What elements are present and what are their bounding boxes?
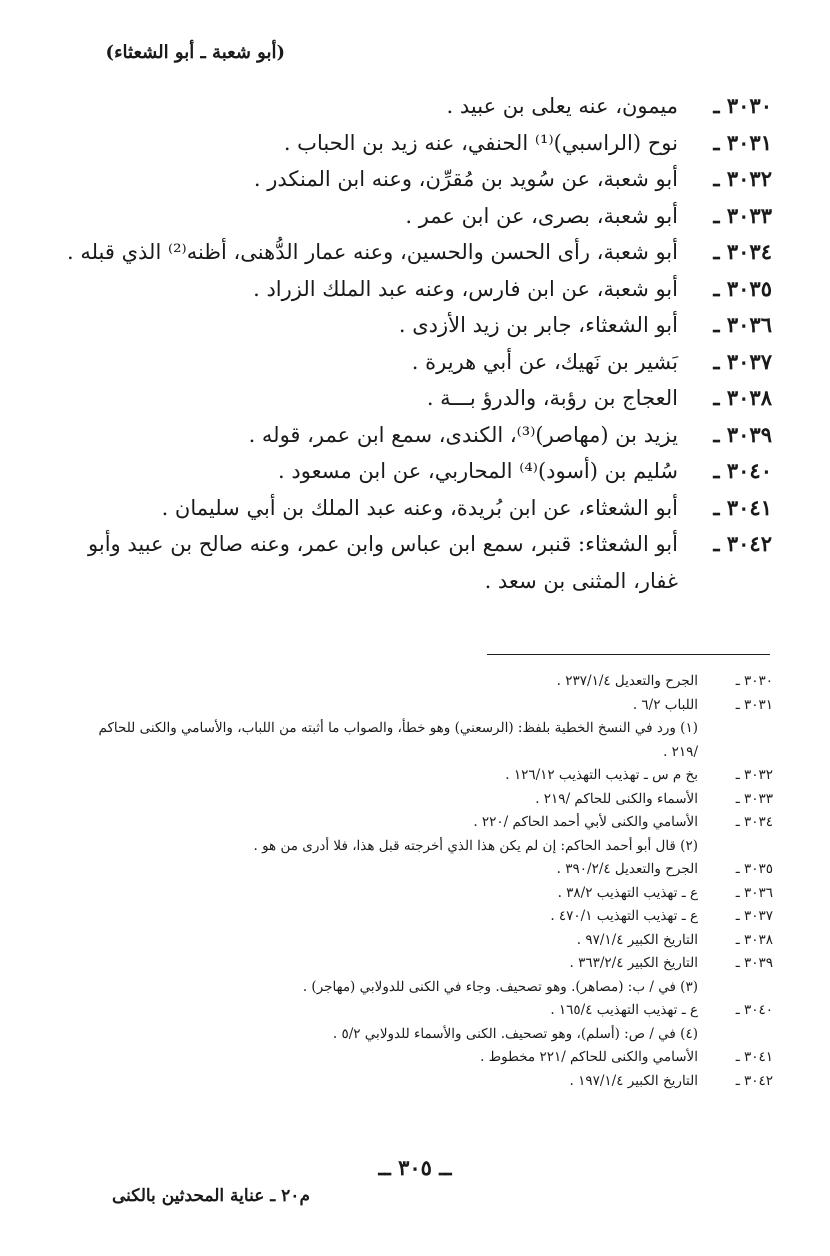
footnote-line <box>98 999 773 1023</box>
footnote-text: الجرح والتعديل ٣٩٠/٢/٤ . <box>556 861 698 877</box>
footnote-text: (١) ورد في النسخ الخطية بلفظ: (الرسعني) وهو خطأ، والصواب ما أثبته من اللباب، والأسامي والكنى للحاكم /٢١٩ . <box>98 720 698 760</box>
entry-text: سُليم بن (أسود)⁽⁴⁾ المحاربي، عن ابن مسعود . <box>278 459 678 483</box>
footnote-line <box>98 858 773 882</box>
footnote-line <box>98 1046 773 1070</box>
entry <box>60 125 772 162</box>
entry-number: ٣٠٣٩ ـ <box>713 421 772 447</box>
footnote-text: ع ـ تهذيب التهذيب ١٦٥/٤ . <box>550 1002 698 1018</box>
entry <box>60 198 772 235</box>
entry-number: ٣٠٣٣ ـ <box>713 202 772 228</box>
footnote-number: ٣٠٣٧ ـ <box>735 908 773 924</box>
entry <box>60 344 772 381</box>
footnote-text: (٤) في / ص: (أسلم)، وهو تصحيف. الكنى والأسماء للدولابي ٥/٢ . <box>332 1025 698 1042</box>
entry-number: ٣٠٣٢ ـ <box>713 166 772 191</box>
footnotes <box>98 670 773 1093</box>
entry-number: ٣٠٤٢ ـ <box>713 531 772 556</box>
footnote-line <box>98 764 773 788</box>
entry <box>60 88 772 125</box>
entry-text: يزيد بن (مهاصر)⁽³⁾، الكندى، سمع ابن عمر، قوله . <box>248 422 678 447</box>
footnote-number: ٣٠٣٣ ـ <box>735 790 773 807</box>
footnote-text: التاريخ الكبير ٩٧/١/٤ . <box>576 931 698 948</box>
footnote-number: ٣٠٣١ ـ <box>735 696 773 713</box>
entry-number: ٣٠٣٦ ـ <box>713 312 772 337</box>
footnote-number: ٣٠٤٢ ـ <box>735 1072 773 1089</box>
footnote-number: ٣٠٣٠ ـ <box>735 673 773 689</box>
footnote-text: ع ـ تهذيب التهذيب ٣٨/٢ . <box>557 884 698 901</box>
footnote-separator <box>487 654 770 655</box>
entry <box>60 307 772 344</box>
footnote-number: ٣٠٣٥ ـ <box>735 861 773 877</box>
entry-number: ٣٠٣٧ ـ <box>713 348 772 374</box>
entry-list <box>60 88 772 599</box>
footnote-number: ٣٠٣٤ ـ <box>735 814 773 830</box>
footnote-line <box>98 882 773 906</box>
footnote-number: ٣٠٣٩ ـ <box>735 955 773 971</box>
entry-number: ٣٠٣٨ ـ <box>713 385 772 410</box>
entry-text: أبو الشعثاء، عن ابن بُريدة، وعنه عبد الملك بن أبي سليمان . <box>161 495 678 520</box>
entry-number: ٣٠٣٠ ـ <box>713 93 772 118</box>
entry <box>60 380 772 417</box>
footnote-line <box>98 788 773 812</box>
footnote-text: الجرح والتعديل ٢٣٧/١/٤ . <box>556 673 698 689</box>
entry <box>60 417 772 454</box>
footnote-text: الأسامي والكنى للحاكم /٢٢١ مخطوط . <box>480 1049 698 1065</box>
footnote-line <box>98 670 773 694</box>
entry-text: أبو الشعثاء، جابر بن زيد الأزدى . <box>398 313 678 337</box>
page-number: ــ ٣٠٥ ــ <box>378 1155 452 1180</box>
running-header: (أبو شعبة ـ أبو الشعثاء) <box>105 42 285 63</box>
footnote-line <box>98 1023 773 1047</box>
entry-number: ٣٠٣١ ـ <box>713 129 772 155</box>
entry-text: بَشير بن نَهيك، عن أبي هريرة . <box>411 349 678 374</box>
footnote-line <box>98 694 773 718</box>
entry-text: العجاج بن رؤبة، والدرؤ بـــة . <box>426 386 678 410</box>
entry <box>60 161 772 198</box>
footnote-number: ٣٠٣٨ ـ <box>735 931 773 948</box>
footnote-line <box>98 905 773 929</box>
entry-text: أبو شعبة، عن سُويد بن مُقرِّن، وعنه ابن المنكدر . <box>253 167 678 191</box>
signature-line: م٢٠ ـ عناية المحدثين بالكنى <box>112 1186 310 1206</box>
entry-text: نوح (الراسبي)⁽¹⁾ الحنفي، عنه زيد بن الحباب . <box>283 130 678 155</box>
entry-text: ميمون، عنه يعلى بن عبيد . <box>446 94 678 118</box>
footnote-number: ٣٠٣٢ ـ <box>735 767 773 783</box>
entry <box>60 490 772 527</box>
footnote-line <box>98 976 773 1000</box>
footnote-text: اللباب ٦/٢ . <box>632 696 698 713</box>
entry-text: أبو شعبة، بصرى، عن ابن عمر . <box>405 203 678 228</box>
footnote-number: ٣٠٣٦ ـ <box>735 884 773 901</box>
footnote-text: الأسماء والكنى للحاكم /٢١٩ . <box>535 790 698 807</box>
footnote-number: ٣٠٤٠ ـ <box>735 1002 773 1018</box>
footnote-text: ع ـ تهذيب التهذيب ٤٧٠/١ . <box>550 908 698 924</box>
entry-text: أبو الشعثاء: قنبر، سمع ابن عباس وابن عمر، وعنه صالح بن عبيد وأبو غفار، المثنى بن سعد . <box>88 532 678 593</box>
entry <box>60 234 772 271</box>
entry <box>60 271 772 308</box>
footnote-line <box>98 1070 773 1094</box>
footnote-line <box>98 929 773 953</box>
footnote-line <box>98 811 773 835</box>
footnote-text: (٣) في / ب: (مصاهر). وهو تصحيف. وجاء في الكنى للدولابي (مهاجر) . <box>302 978 698 995</box>
entry-number: ٣٠٣٤ ـ <box>713 239 772 264</box>
footnote-line <box>98 835 773 859</box>
footnote-text: (٢) قال أبو أحمد الحاكم: إن لم يكن هذا الذي أخرجته قبل هذا، فلا أدرى من هو . <box>253 837 698 854</box>
entry-text: أبو شعبة، عن ابن فارس، وعنه عبد الملك الزراد . <box>253 276 678 301</box>
entry <box>60 453 772 490</box>
footnote-text: التاريخ الكبير ٣٦٣/٢/٤ . <box>569 955 698 971</box>
entry-number: ٣٠٣٥ ـ <box>713 275 772 301</box>
footnote-number: ٣٠٤١ ـ <box>735 1049 773 1065</box>
entry <box>60 526 772 599</box>
entry-number: ٣٠٤٠ ـ <box>713 458 772 483</box>
footnote-text: بخ م س ـ تهذيب التهذيب ١٢٦/١٢ . <box>505 767 698 783</box>
footnote-text: الأسامي والكنى لأبي أحمد الحاكم /٢٢٠ . <box>473 814 698 830</box>
entry-text: أبو شعبة، رأى الحسن والحسين، وعنه عمار الدُّهنى، أظنه⁽²⁾ الذي قبله . <box>66 240 678 264</box>
footnote-text: التاريخ الكبير ١٩٧/١/٤ . <box>569 1072 698 1089</box>
footnote-line <box>98 717 773 764</box>
entry-number: ٣٠٤١ ـ <box>713 494 772 520</box>
footnote-line <box>98 952 773 976</box>
